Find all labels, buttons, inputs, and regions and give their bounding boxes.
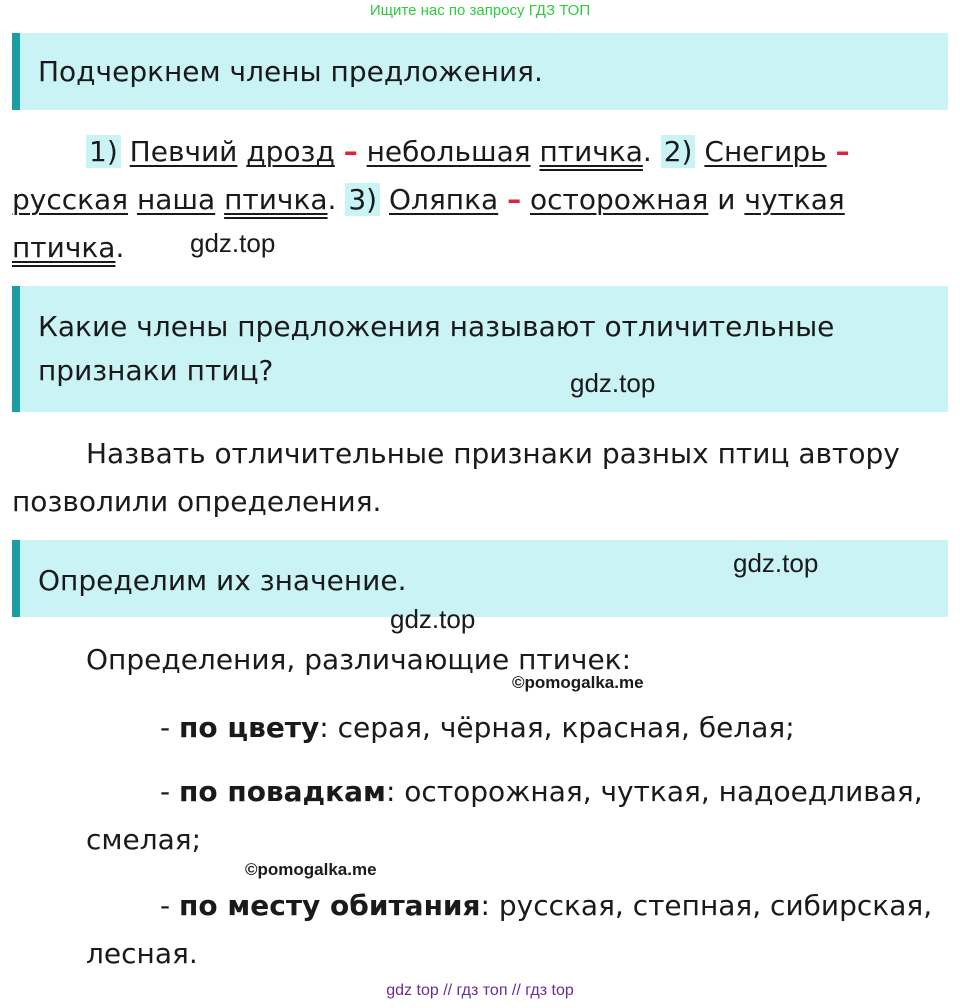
answer-line-1 <box>12 430 948 478</box>
number-1: 1) <box>86 135 121 168</box>
attribute-word: наша <box>136 183 216 216</box>
item-continuation: лесная. <box>86 937 198 970</box>
task-2-line-1: Какие члены предложения называют отличительные <box>38 310 835 343</box>
item-key: по месту обитания <box>179 889 481 922</box>
definitions-intro: Определения, различающие птичек: <box>86 643 632 676</box>
watermark-gdz: gdz.top <box>390 604 476 634</box>
definition-item: - по цвету: серая, чёрная, красная, белая; <box>160 711 795 744</box>
subject-word: Снегирь <box>704 135 827 168</box>
period: . <box>642 135 652 168</box>
number-3: 3) <box>345 183 380 216</box>
item-text: : русская, степная, сибирская, <box>480 889 933 922</box>
watermark-gdz: gdz.top <box>190 228 276 258</box>
item-key: по повадкам <box>179 775 386 808</box>
sentence-line-1 <box>12 128 948 176</box>
answer-line-2: позволили определения. <box>12 485 382 518</box>
watermark-pomogalka: ©pomogalka.me <box>512 673 644 692</box>
sentence-line-3 <box>12 224 948 272</box>
task-2-line-2: признаки птиц? <box>38 354 274 387</box>
dash: – <box>835 135 850 168</box>
dash: – <box>507 183 522 216</box>
subject-word: Певчий <box>129 135 238 168</box>
item-continuation: смелая; <box>86 823 202 856</box>
task-3-text: Определим их значение. <box>38 564 407 597</box>
task-box-1 <box>12 33 948 110</box>
definition-item: - по повадкам: осторожная, чуткая, надоедливая, смелая; <box>86 768 956 864</box>
sentence-line-2 <box>12 176 948 224</box>
predicate-word: птичка <box>12 231 116 264</box>
attribute-word: осторожная <box>529 183 709 216</box>
subject-word: Оляпка <box>389 183 499 216</box>
task-box-2 <box>12 286 948 412</box>
answer-paragraph <box>12 430 948 526</box>
predicate-word: птичка <box>539 135 643 168</box>
watermark-gdz: gdz.top <box>733 548 819 578</box>
watermark-gdz: gdz.top <box>570 368 656 398</box>
definition-item: - по месту обитания: русская, степная, сибирская, лесная. <box>86 882 956 978</box>
period: . <box>327 183 337 216</box>
period: . <box>115 231 125 264</box>
sentences-paragraph <box>12 128 948 272</box>
top-note: Ищите нас по запросу ГДЗ ТОП <box>369 2 591 19</box>
watermark-pomogalka: ©pomogalka.me <box>245 860 377 879</box>
attribute-word: небольшая <box>366 135 531 168</box>
conjunction-word: и <box>717 183 736 216</box>
attribute-word: русская <box>12 183 129 216</box>
item-text: : серая, чёрная, красная, белая; <box>319 711 795 744</box>
subject-word: дрозд <box>246 135 335 168</box>
task-1-text: Подчеркнем члены предложения. <box>38 55 543 88</box>
item-key: по цвету <box>179 711 320 744</box>
footer-links: gdz top // гдз топ // гдз top <box>386 982 574 999</box>
dash: – <box>343 135 358 168</box>
attribute-word: чуткая <box>744 183 845 216</box>
predicate-word: птичка <box>224 183 328 216</box>
number-2: 2) <box>661 135 696 168</box>
item-text: : осторожная, чуткая, надоедливая, <box>385 775 923 808</box>
answer-text: Назвать отличительные признаки разных птиц автору <box>86 437 900 470</box>
